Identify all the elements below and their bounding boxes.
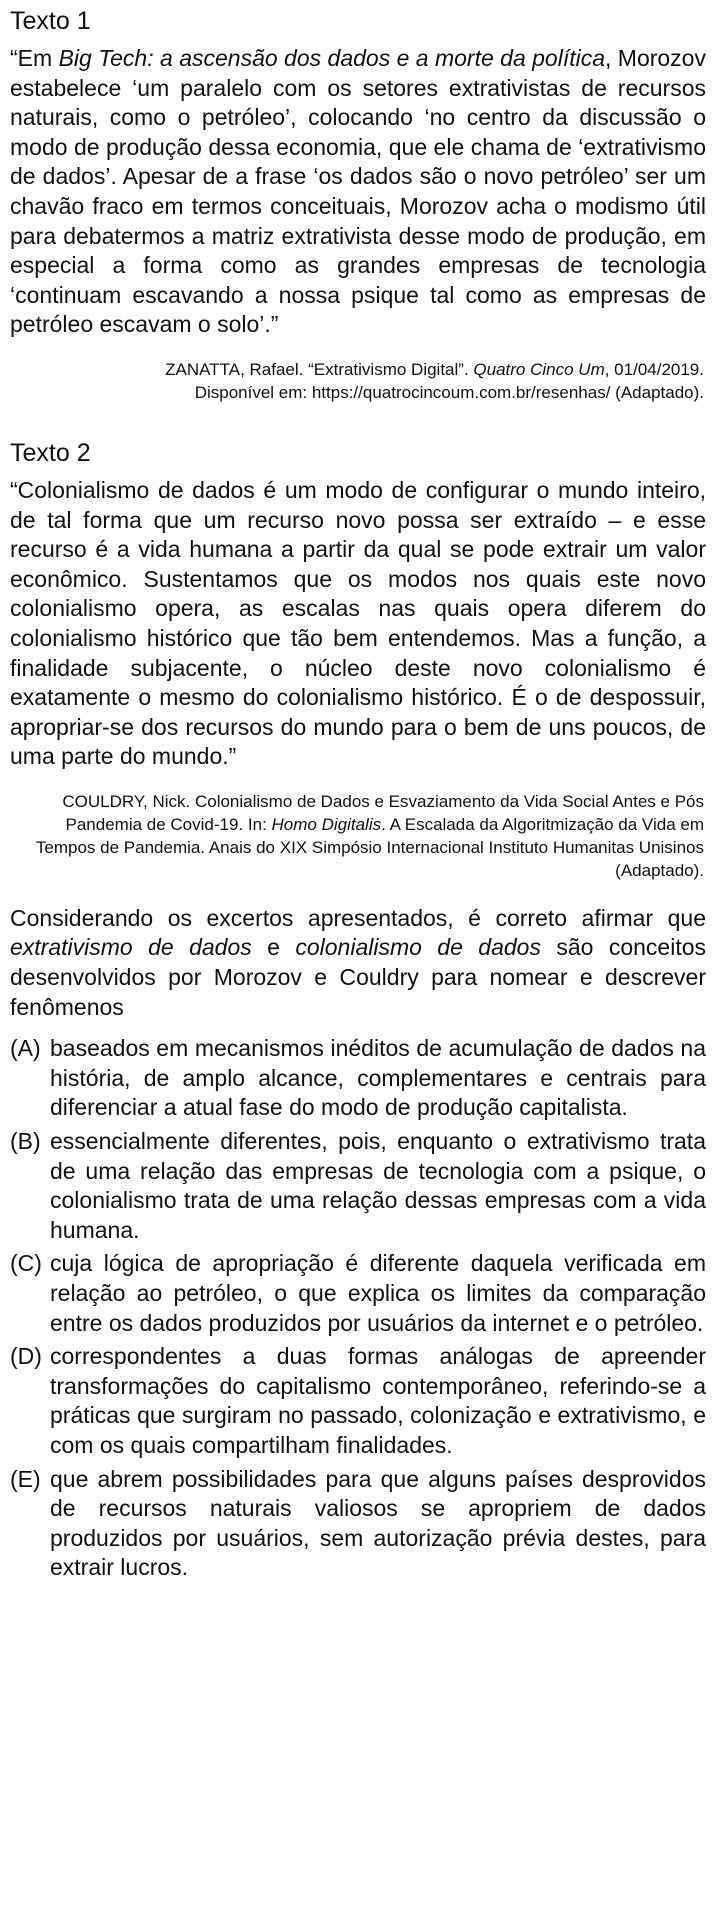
texto1-body: , Morozov estabelece ‘um paralelo com os setores extrativistas de recursos naturais, como o petróleo’, colocando ‘no centro da discussão o modo de produção dessa economia, que ele chama de ‘extrativismo de dados’. Apesar de a frase ‘os dados são o novo petróleo’ ser um chavão fraco em termos conceituais, Morozov acha o modismo útil para debatermos a matriz extrativista desse modo de produção, em especial a forma como as grandes empresas de tecnologia ‘continuam escavando a nossa psique tal como as empresas de petróleo escavam o solo’.”: [10, 45, 706, 338]
texto1-citation-line2: Disponível em: https://quatrocincoum.com.br/resenhas/ (Adaptado).: [194, 382, 704, 402]
texto1-citation-line1: [10, 358, 704, 381]
spacer: [10, 882, 706, 904]
option-d[interactable]: [10, 1342, 706, 1460]
option-letter: (D): [10, 1343, 42, 1370]
option-text: essencialmente diferentes, pois, enquanto o extrativismo trata de uma relação das empresas de tecnologia com a psique, o colonialismo trata de uma relação dessas empresas com a vida humana.: [50, 1128, 706, 1243]
question-stem-end: são conceitos desenvolvidos por Morozov e Couldry para nomear e descrever fenômenos: [10, 934, 706, 1020]
texto2-citation-book: Homo Digitalis: [271, 814, 382, 834]
texto2-citation-author: COULDRY, Nick. Colonialismo de Dados e Esvaziamento da Vida Social Antes e Pós Pandemia de Covid-19. In:: [62, 791, 704, 834]
question-stem: [10, 904, 706, 1022]
texto1-citation-journal: Quatro Cinco Um: [473, 359, 605, 379]
option-letter: (A): [10, 1035, 41, 1062]
texto1-citation-date: , 01/04/2019.: [604, 359, 704, 379]
answer-options: [10, 1034, 706, 1583]
option-b[interactable]: [10, 1127, 706, 1245]
option-a[interactable]: [10, 1034, 706, 1123]
option-text: baseados em mecanismos inéditos de acumulação de dados na história, de amplo alcance, complementares e centrais para diferenciar a atual fase do modo de produção capitalista.: [50, 1035, 706, 1121]
question-term-colonialismo: colonialismo de dados: [295, 934, 541, 961]
texto1-open-quote: “Em: [10, 45, 59, 71]
texto1-citation-author: ZANATTA, Rafael. “Extrativismo Digital”.: [165, 359, 474, 379]
option-text: correspondentes a duas formas análogas de apreender transformações do capitalismo contemporâneo, referindo-se a práticas que surgiram no passado, colonização e extrativismo, e com os quais compartilham finalidades.: [50, 1343, 706, 1458]
option-letter: (B): [10, 1128, 41, 1155]
option-c[interactable]: [10, 1249, 706, 1338]
texto1-heading: Texto 1: [10, 7, 91, 35]
texto1-book-title: Big Tech: a ascensão dos dados e a morte da política: [58, 45, 605, 71]
texto2-citation: [10, 790, 704, 882]
option-letter: (C): [10, 1250, 42, 1277]
texto1-citation: [10, 358, 704, 404]
texto2-citation-rest: . A Escalada da Algoritmização da Vida em Tempos de Pandemia. Anais do XIX Simpósio Internacional Instituto Humanitas Unisinos (Adaptado).: [35, 814, 704, 880]
option-letter: (E): [10, 1465, 41, 1492]
texto2-heading: Texto 2: [10, 438, 91, 467]
question-stem-conj: e: [251, 934, 296, 961]
option-text: que abrem possibilidades para que alguns países desprovidos de recursos naturais valiosos se apropriem de dados produzidos por usuários, sem autorização prévia destes, para extrair lucros.: [50, 1465, 706, 1581]
texto1-passage: [10, 44, 706, 340]
option-text: cuja lógica de apropriação é diferente daquela verificada em relação ao petróleo, o que explica os limites da comparação entre os dados produzidos por usuários da internet e o petróleo.: [50, 1250, 706, 1336]
spacer: [10, 404, 706, 436]
texto2-passage: “Colonialismo de dados é um modo de configurar o mundo inteiro, de tal forma que um recurso novo possa ser extraído – e esse recurso é a vida humana a partir da qual se pode extrair um valor econômico. Sustentamos que os modos nos quais este novo colonialismo opera, as escalas nas quais opera diferem do colonialismo histórico que tão bem entendemos. Mas a função, a finalidade subjacente, o núcleo deste novo colonialismo é exatamente o mesmo do colonialismo histórico. É o de despossuir, apropriar-se dos recursos do mundo para o bem de uns poucos, de uma parte do mundo.”: [10, 476, 706, 770]
question-term-extrativismo: extrativismo de dados: [10, 934, 252, 961]
option-e[interactable]: [10, 1465, 706, 1583]
question-stem-start: Considerando os excertos apresentados, é correto afirmar que: [10, 904, 706, 931]
